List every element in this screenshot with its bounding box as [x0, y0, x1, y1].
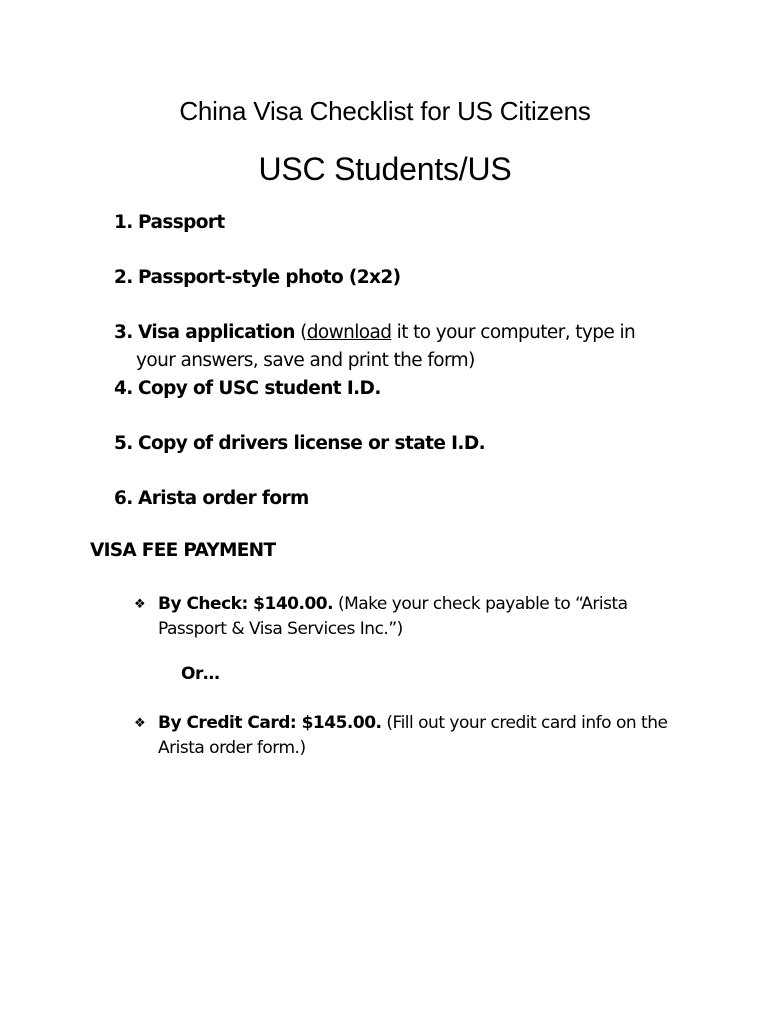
visa-fee-payment-heading: VISA FEE PAYMENT	[90, 540, 276, 561]
payment-method-amount: By Credit Card: $145.00.	[158, 713, 382, 733]
item-number: 5.	[114, 433, 133, 454]
checklist-item-student-id	[114, 375, 381, 403]
item-number: 6.	[114, 488, 133, 509]
item-label: Arista order form	[137, 488, 309, 509]
checklist-item-photo	[114, 264, 401, 292]
document-title: China Visa Checklist for US Citizens	[179, 96, 591, 126]
payment-option-credit-card	[134, 711, 667, 761]
item-number: 3.	[114, 322, 133, 343]
diamond-bullet-icon: ❖	[134, 716, 146, 731]
checklist-item-visa-application	[114, 319, 635, 375]
payment-note: (Make your check payable to “Arista	[333, 594, 628, 614]
checklist-item-order-form	[114, 485, 309, 513]
item-note: it to your computer, type in	[391, 322, 636, 343]
item-note-open: (	[294, 322, 307, 343]
diamond-bullet-icon: ❖	[134, 597, 146, 612]
or-separator: Or…	[181, 664, 220, 684]
payment-method-amount: By Check: $140.00.	[158, 594, 334, 614]
item-number: 4.	[114, 378, 133, 399]
document-subtitle: USC Students/US	[258, 151, 512, 187]
item-label: Visa application	[137, 322, 295, 343]
payment-note-continued: Arista order form.)	[158, 738, 306, 758]
item-label: Passport-style photo (2x2)	[137, 267, 401, 288]
payment-note: (Fill out your credit card info on the	[381, 713, 668, 733]
item-number: 2.	[114, 267, 133, 288]
item-label: Passport	[137, 212, 225, 233]
download-link[interactable]: download	[306, 322, 392, 343]
item-label: Copy of USC student I.D.	[137, 378, 381, 399]
checklist-item-passport	[114, 209, 225, 237]
item-label: Copy of drivers license or state I.D.	[137, 433, 486, 454]
item-note-continued: your answers, save and print the form)	[136, 350, 475, 371]
payment-note-continued: Passport & Visa Services Inc.”)	[158, 619, 403, 639]
checklist-item-drivers-license	[114, 430, 485, 458]
payment-option-check	[134, 592, 628, 642]
item-number: 1.	[114, 212, 133, 233]
